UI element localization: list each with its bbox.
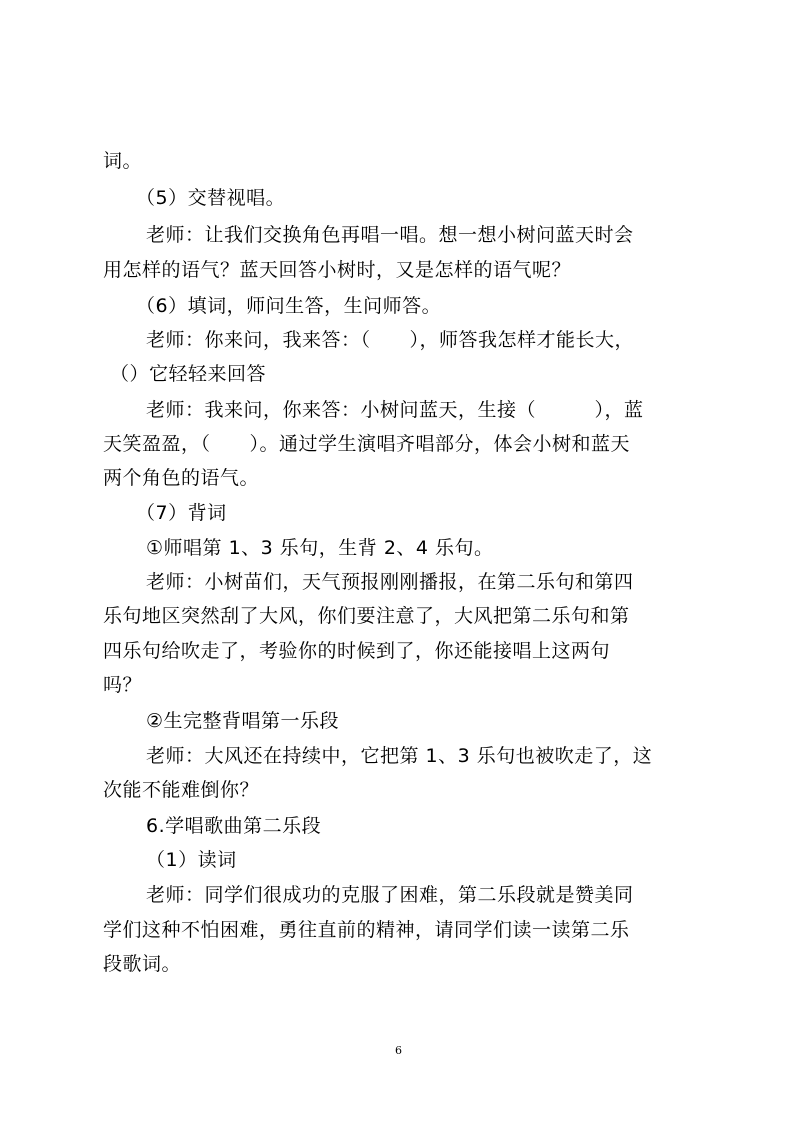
text-line: 天笑盈盈，（ ）。通过学生演唱齐唱部分，体会小树和蓝天 [103, 433, 631, 455]
text-line: 老师：让我们交换角色再唱一唱。想一想小树问蓝天时会 [146, 224, 634, 246]
section-heading: （6）填词，师问生答，生问师答。 [136, 295, 442, 317]
text-line: 吗？ [103, 674, 143, 696]
text-line: 词。 [103, 150, 143, 172]
section-heading: （7）背词 [136, 502, 227, 524]
text-line: 老师：你来问，我来答：（ ），师答我怎样才能长大， [146, 329, 635, 351]
section-heading: （5）交替视唱。 [136, 187, 286, 209]
text-line: ②生完整背唱第一乐段 [146, 710, 340, 732]
text-line: 四乐句给吹走了，考验你的时候到了，你还能接唱上这两句 [103, 640, 611, 662]
text-line: 老师：同学们很成功的克服了困难，第二乐段就是赞美同 [146, 884, 634, 906]
text-line: 老师：大风还在持续中，它把第 1、3 乐句也被吹走了，这 [146, 745, 653, 767]
text-line: ①师唱第 1、3 乐句，生背 2、4 乐句。 [146, 537, 494, 559]
text-line: （）它轻轻来回答 [110, 363, 267, 385]
page-number: 6 [395, 1044, 402, 1057]
text-line: 次能不能难倒你？ [103, 779, 260, 801]
text-line: 用怎样的语气？蓝天回答小树时，又是怎样的语气呢？ [103, 259, 572, 281]
text-line: 学们这种不怕困难，勇往直前的精神，请同学们读一读第二乐 [103, 919, 630, 941]
text-line: 老师：小树苗们，天气预报刚刚播报，在第二乐句和第四 [146, 571, 634, 593]
text-line: 老师：我来问，你来答：小树问蓝天，生接（ ），蓝 [146, 399, 644, 421]
text-line: 段歌词。 [103, 953, 182, 975]
text-line: 乐句地区突然刮了大风，你们要注意了，大风把第二乐句和第 [103, 605, 630, 627]
text-line: 两个角色的语气。 [103, 467, 260, 489]
section-heading: 6.学唱歌曲第二乐段 [146, 815, 322, 837]
section-heading: （1）读词 [146, 849, 237, 871]
